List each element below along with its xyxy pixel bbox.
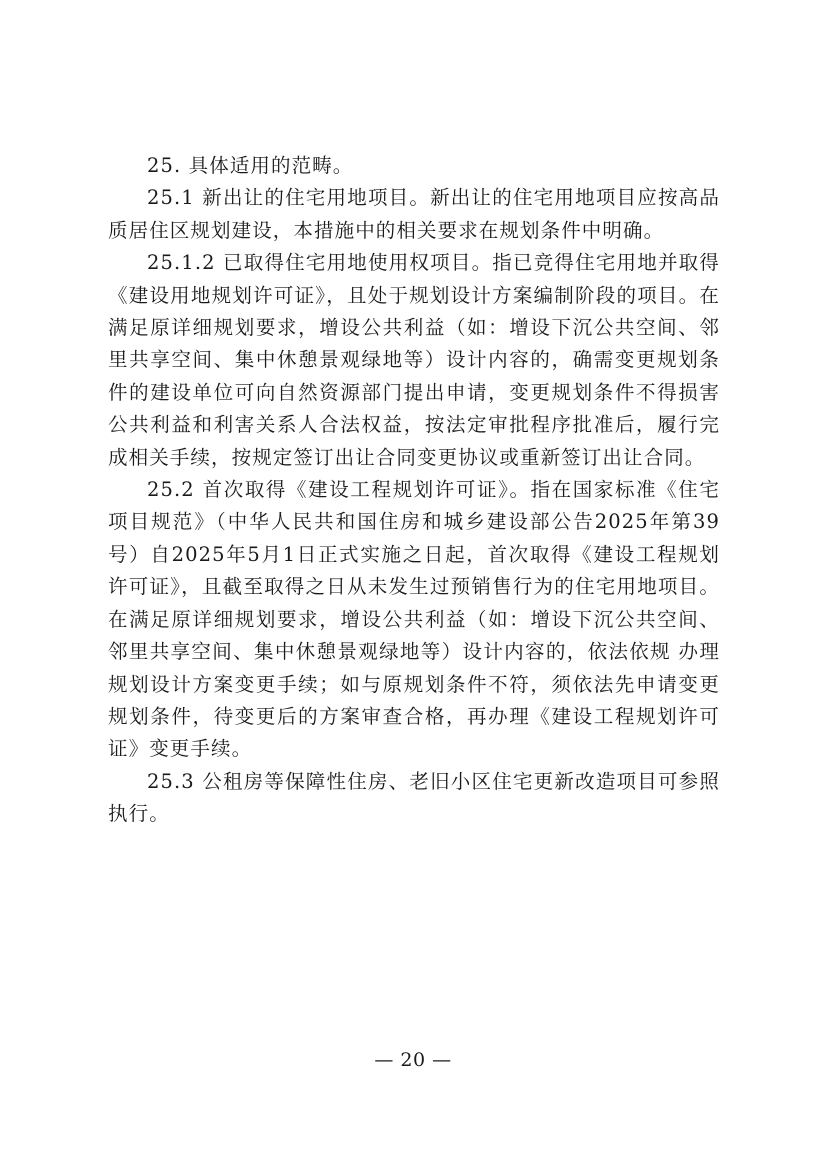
page-number: — 20 — — [374, 1049, 452, 1071]
paragraph-25-3: 25.3 公租房等保障性住房、老旧小区住宅更新改造项目可参照执行。 — [108, 769, 720, 826]
paragraph-25-1-2: 25.1.2 已取得住宅用地使用权项目。指已竞得住宅用地并取得《建设用地规划许可证》，且处于规划设计方案编制阶段的项目。在满足原详细规划要求，增设公共利益（如：增设下沉公共空间、邻里共享空间、集中休憩景观绿地等）设计内容的，确需变更规划条件的建设单位可向自然资源部门提出申请，变更规划条件不得损害公共利益和利害关系人合法权益，按法定审批程序批准后，履行完成相关手续，按规定签订出让合同变更协议或重新签订出让合同。 — [108, 251, 720, 469]
paragraph-25-1: 25.1 新出让的住宅用地项目。新出让的住宅用地项目应按高品质居住区规划建设，本措施中的相关要求在规划条件中明确。 — [108, 186, 720, 242]
paragraph-25: 25. 具体适用的范畴。 — [147, 154, 354, 177]
paragraph-25-2: 25.2 首次取得《建设工程规划许可证》。指在国家标准《住宅项目规范》（中华人民共和国住房和城乡建设部公告2025年第39号）自2025年5月1日正式实施之日起，首次取得《建设工程规划许可证》，且截至取得之日从未发生过预销售行为的住宅用地项目。在满足原详细规划要求，增设公共利益（如：增设下沉公共空间、邻里共享空间、集中休憩景观绿地等）设计内容的，依法依规 办理规划设计方案变更手续；如与原规划条件不符，须依法先申请变更规划条件，待变更后的方案审查合格，再办理《建设工程规划许可证》变更手续。 — [108, 478, 720, 761]
document-body — [108, 150, 720, 831]
